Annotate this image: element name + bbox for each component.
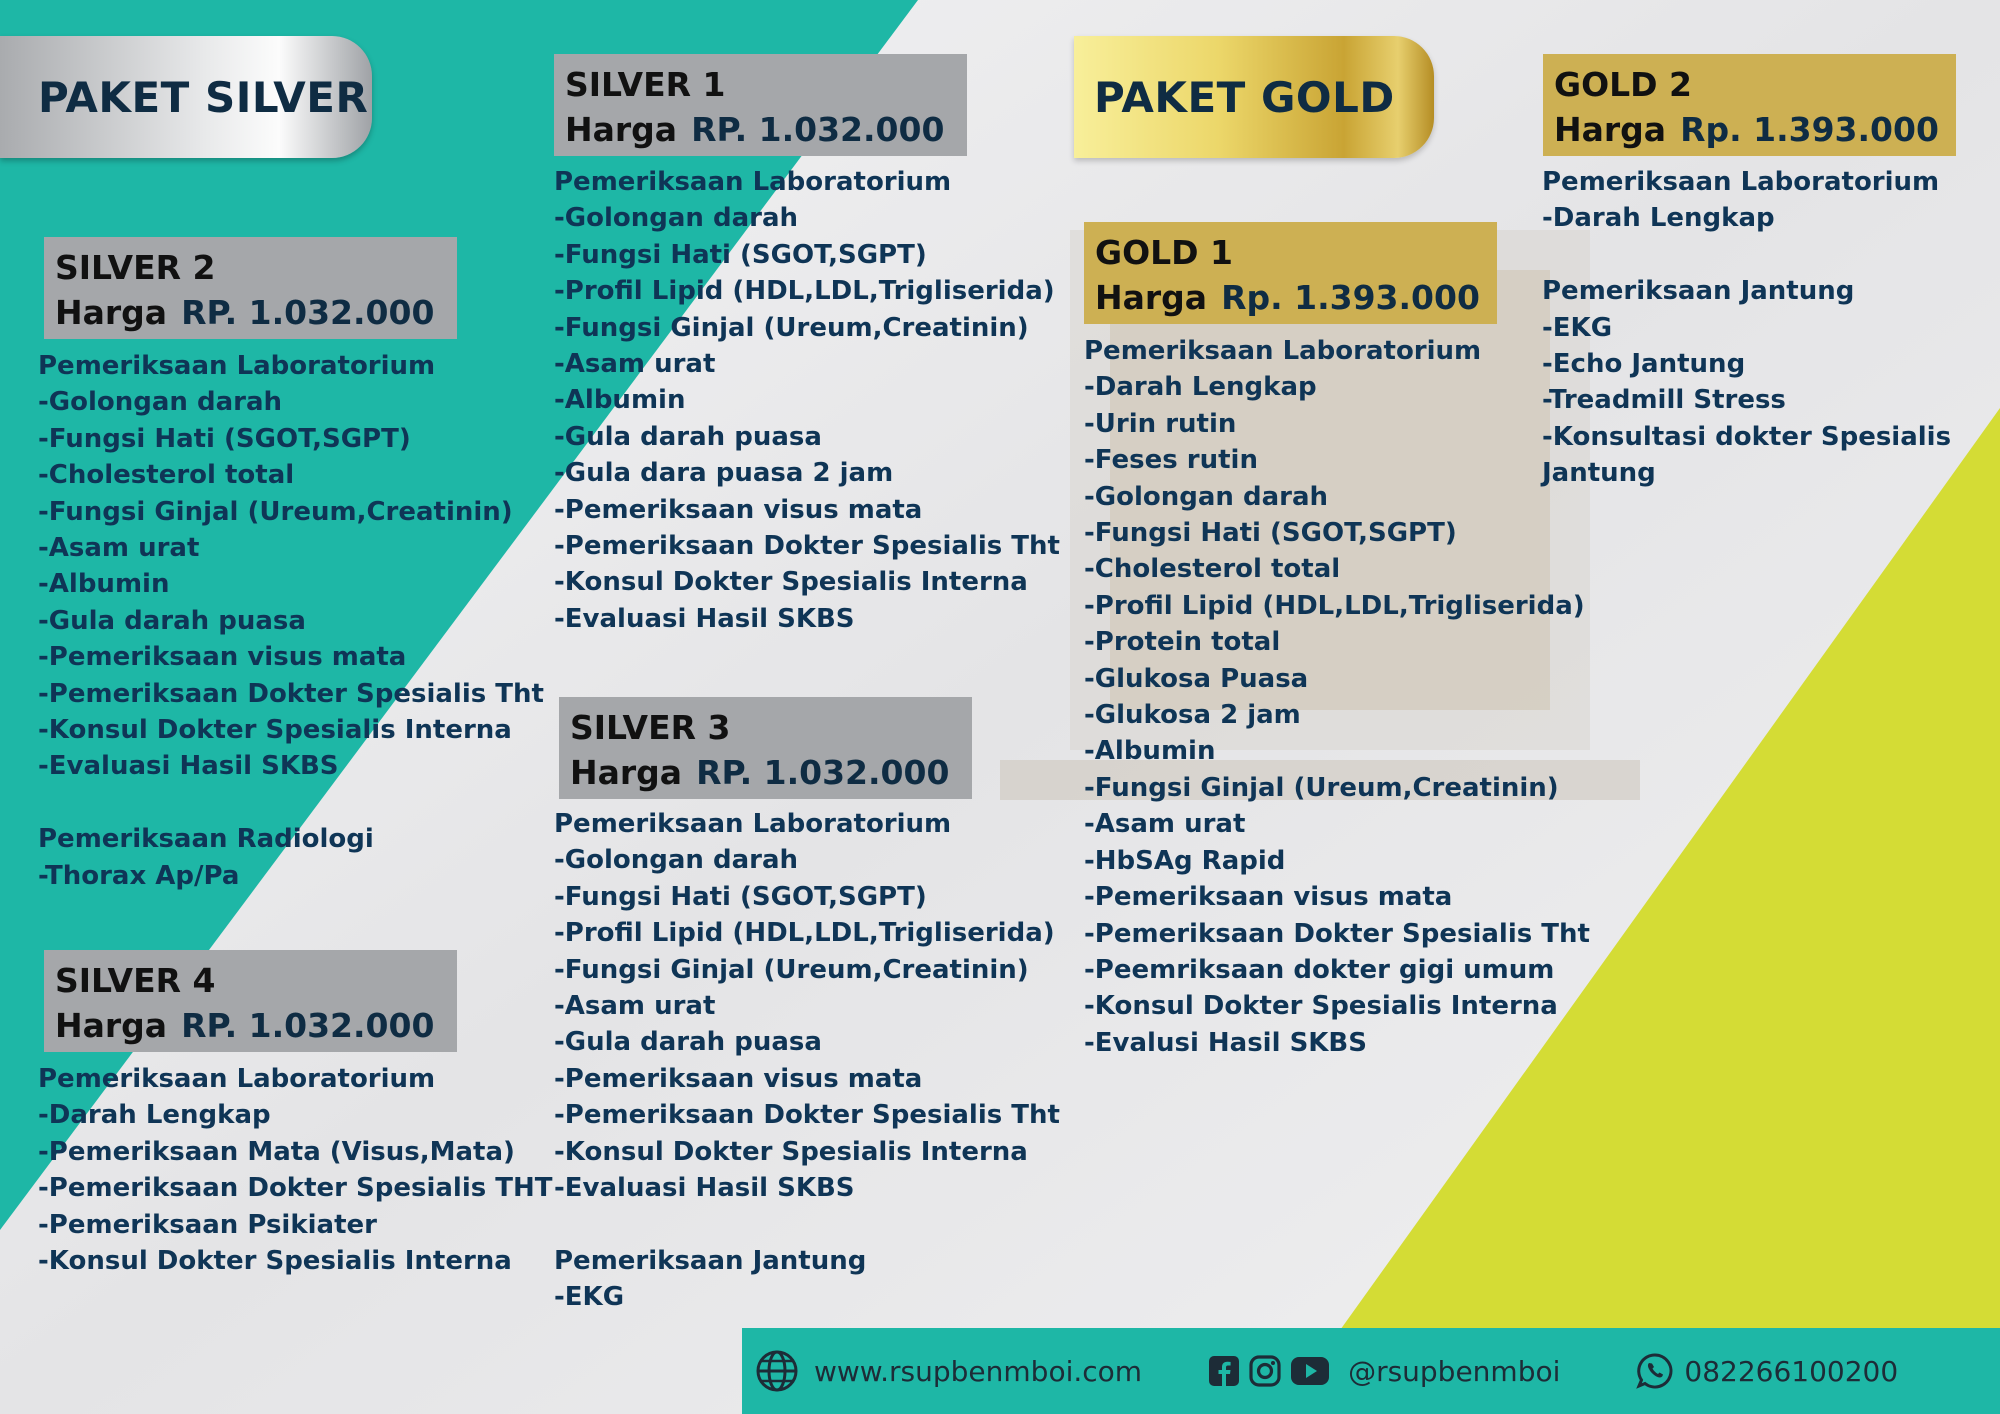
website-link[interactable]: www.rsupbenmboi.com: [814, 1354, 1143, 1388]
list-item: -Glukosa 2 jam: [1084, 700, 1301, 731]
list-item: -Protein total: [1084, 627, 1281, 658]
list-item: -Treadmill Stress: [1542, 385, 1786, 416]
silver1-item-list: [554, 164, 1060, 637]
list-spacer: [554, 1206, 1060, 1242]
section-heading: Pemeriksaan Laboratorium: [554, 809, 952, 839]
list-item: -Echo Jantung: [1542, 349, 1746, 380]
silver4-title-box: [44, 950, 457, 1052]
phone-number[interactable]: 082266100200: [1684, 1354, 1899, 1388]
list-spacer: [1542, 237, 1951, 273]
silver1-price-row: [565, 106, 956, 154]
list-item: -Gula darah puasa: [554, 421, 822, 452]
list-item: -Gula dara puasa 2 jam: [554, 458, 894, 489]
list-item: -Golongan darah: [554, 845, 799, 876]
list-item: -Konsultasi dokter Spesialis: [1542, 421, 1952, 452]
section-heading: Pemeriksaan Radiologi: [38, 824, 374, 855]
paket-silver-header: PAKET SILVER: [0, 36, 372, 158]
list-item: -Feses rutin: [1084, 445, 1258, 476]
gold1-item-list: [1084, 333, 1590, 1061]
list-item: -Pemeriksaan visus mata: [554, 494, 923, 525]
gold2-price: Rp. 1.393.000: [1680, 110, 1939, 149]
section-heading: Pemeriksaan Jantung: [1542, 276, 1855, 307]
list-item: -Pemeriksaan Dokter Spesialis Tht: [554, 531, 1060, 562]
list-item: -Profil Lipid (HDL,LDL,Trigliserida): [554, 276, 1055, 307]
silver3-price-label: Harga: [570, 753, 683, 792]
list-item: -Golongan darah: [1084, 481, 1329, 512]
section-heading: Pemeriksaan Jantung: [554, 1245, 867, 1276]
section-heading: Pemeriksaan Laboratorium: [1542, 167, 1940, 197]
list-item: -Konsul Dokter Spesialis Interna: [38, 715, 512, 746]
list-item: -Asam urat: [554, 991, 716, 1022]
list-item: -Evaluasi Hasil SKBS: [554, 603, 855, 634]
silver1-name: SILVER 1: [565, 65, 726, 104]
list-item: -EKG: [1542, 312, 1613, 343]
list-item: -Albumin: [38, 569, 170, 600]
list-item: -Konsul Dokter Spesialis Interna: [554, 1136, 1028, 1167]
list-item: -Darah Lengkap: [38, 1100, 271, 1131]
silver4-price-row: [55, 1002, 446, 1050]
gold1-price: Rp. 1.393.000: [1221, 278, 1480, 317]
list-item: -HbSAg Rapid: [1084, 845, 1286, 876]
silver1-title-box: [554, 54, 967, 156]
gold1-price-label: Harga: [1095, 278, 1208, 317]
gold2-item-list: [1542, 164, 1951, 492]
section-heading: Pemeriksaan Laboratorium: [38, 351, 436, 381]
list-item: -Albumin: [1084, 736, 1216, 767]
silver2-item-list: [38, 348, 544, 894]
list-item: -Konsul Dokter Spesialis Interna: [554, 567, 1028, 598]
gold2-price-label: Harga: [1554, 110, 1667, 149]
list-item: -Pemeriksaan Psikiater: [38, 1209, 377, 1240]
list-spacer: [38, 785, 544, 821]
silver4-name: SILVER 4: [55, 961, 216, 1000]
list-item: -EKG: [554, 1282, 625, 1313]
list-item: -Gula darah puasa: [554, 1027, 822, 1058]
list-item: -Fungsi Hati (SGOT,SGPT): [38, 423, 411, 454]
list-item: -Pemeriksaan visus mata: [1084, 882, 1453, 913]
list-item: -Gula darah puasa: [38, 605, 306, 636]
silver1-price: RP. 1.032.000: [691, 110, 945, 149]
youtube-icon[interactable]: [1290, 1356, 1330, 1386]
list-item: -Pemeriksaan Dokter Spesialis Tht: [1084, 918, 1590, 949]
gold1-name: GOLD 1: [1095, 233, 1234, 272]
globe-icon: [754, 1348, 800, 1394]
list-item: -Pemeriksaan Mata (Visus,Mata): [38, 1136, 515, 1167]
list-item: -Pemeriksaan Dokter Spesialis Tht: [554, 1100, 1060, 1131]
list-item: -Glukosa Puasa: [1084, 663, 1309, 694]
silver2-price: RP. 1.032.000: [181, 293, 435, 332]
silver3-title-box: [559, 697, 972, 799]
list-item: -Asam urat: [38, 533, 200, 564]
list-item: -Konsul Dokter Spesialis Interna: [1084, 991, 1558, 1022]
list-item: -Cholesterol total: [1084, 554, 1341, 585]
list-item: -Darah Lengkap: [1542, 203, 1775, 234]
section-heading: Pemeriksaan Laboratorium: [38, 1064, 436, 1094]
silver3-item-list: [554, 806, 1060, 1316]
list-item: -Darah Lengkap: [1084, 372, 1317, 403]
gold2-price-row: [1554, 106, 1945, 154]
paket-gold-header: PAKET GOLD: [1074, 36, 1434, 158]
list-item: -Pemeriksaan Dokter Spesialis THT: [38, 1173, 553, 1204]
silver3-price-row: [570, 749, 961, 797]
gold1-title-box: [1084, 222, 1497, 324]
section-heading: Jantung: [1542, 458, 1656, 489]
silver2-name: SILVER 2: [55, 248, 216, 287]
list-item: -Pemeriksaan visus mata: [554, 1063, 923, 1094]
gold2-title-box: [1543, 54, 1956, 156]
facebook-icon[interactable]: [1208, 1355, 1240, 1387]
list-item: -Fungsi Ginjal (Ureum,Creatinin): [38, 496, 513, 527]
silver4-price: RP. 1.032.000: [181, 1006, 435, 1045]
social-handle[interactable]: @rsupbenmboi: [1348, 1354, 1561, 1388]
silver3-name: SILVER 3: [570, 708, 731, 747]
list-item: -Peemriksaan dokter gigi umum: [1084, 954, 1555, 985]
gold1-price-row: [1095, 274, 1486, 322]
list-item: -Albumin: [554, 385, 686, 416]
list-item: -Fungsi Hati (SGOT,SGPT): [554, 239, 927, 270]
section-heading: Pemeriksaan Laboratorium: [554, 167, 952, 197]
whatsapp-icon: [1636, 1352, 1674, 1390]
silver1-price-label: Harga: [565, 110, 678, 149]
list-item: -Cholesterol total: [38, 460, 295, 491]
silver2-title-box: [44, 237, 457, 339]
contact-footer: [742, 1328, 2000, 1414]
list-item: -Asam urat: [554, 349, 716, 380]
list-item: -Evaluasi Hasil SKBS: [38, 751, 339, 782]
list-item: -Fungsi Hati (SGOT,SGPT): [554, 881, 927, 912]
list-item: -Fungsi Ginjal (Ureum,Creatinin): [1084, 772, 1559, 803]
list-item: -Evaluasi Hasil SKBS: [554, 1173, 855, 1204]
list-item: -Konsul Dokter Spesialis Interna: [38, 1246, 512, 1277]
silver2-price-row: [55, 289, 446, 337]
list-item: -Fungsi Ginjal (Ureum,Creatinin): [554, 954, 1029, 985]
gold2-name: GOLD 2: [1554, 65, 1693, 104]
list-item: -Profil Lipid (HDL,LDL,Trigliserida): [554, 918, 1055, 949]
silver4-item-list: [38, 1061, 553, 1279]
list-item: -Pemeriksaan Dokter Spesialis Tht: [38, 678, 544, 709]
list-item: -Profil Lipid (HDL,LDL,Trigliserida): [1084, 590, 1585, 621]
instagram-icon[interactable]: [1249, 1355, 1281, 1387]
silver2-price-label: Harga: [55, 293, 168, 332]
list-item: -Golongan darah: [38, 387, 283, 418]
list-item: -Asam urat: [1084, 809, 1246, 840]
silver3-price: RP. 1.032.000: [696, 753, 950, 792]
list-item: -Thorax Ap/Pa: [38, 860, 240, 891]
list-item: -Fungsi Ginjal (Ureum,Creatinin): [554, 312, 1029, 343]
section-heading: Pemeriksaan Laboratorium: [1084, 336, 1482, 366]
list-item: -Fungsi Hati (SGOT,SGPT): [1084, 518, 1457, 549]
silver4-price-label: Harga: [55, 1006, 168, 1045]
list-item: -Urin rutin: [1084, 408, 1237, 439]
list-item: -Golongan darah: [554, 203, 799, 234]
list-item: -Evalusi Hasil SKBS: [1084, 1027, 1367, 1058]
list-item: -Pemeriksaan visus mata: [38, 642, 407, 673]
